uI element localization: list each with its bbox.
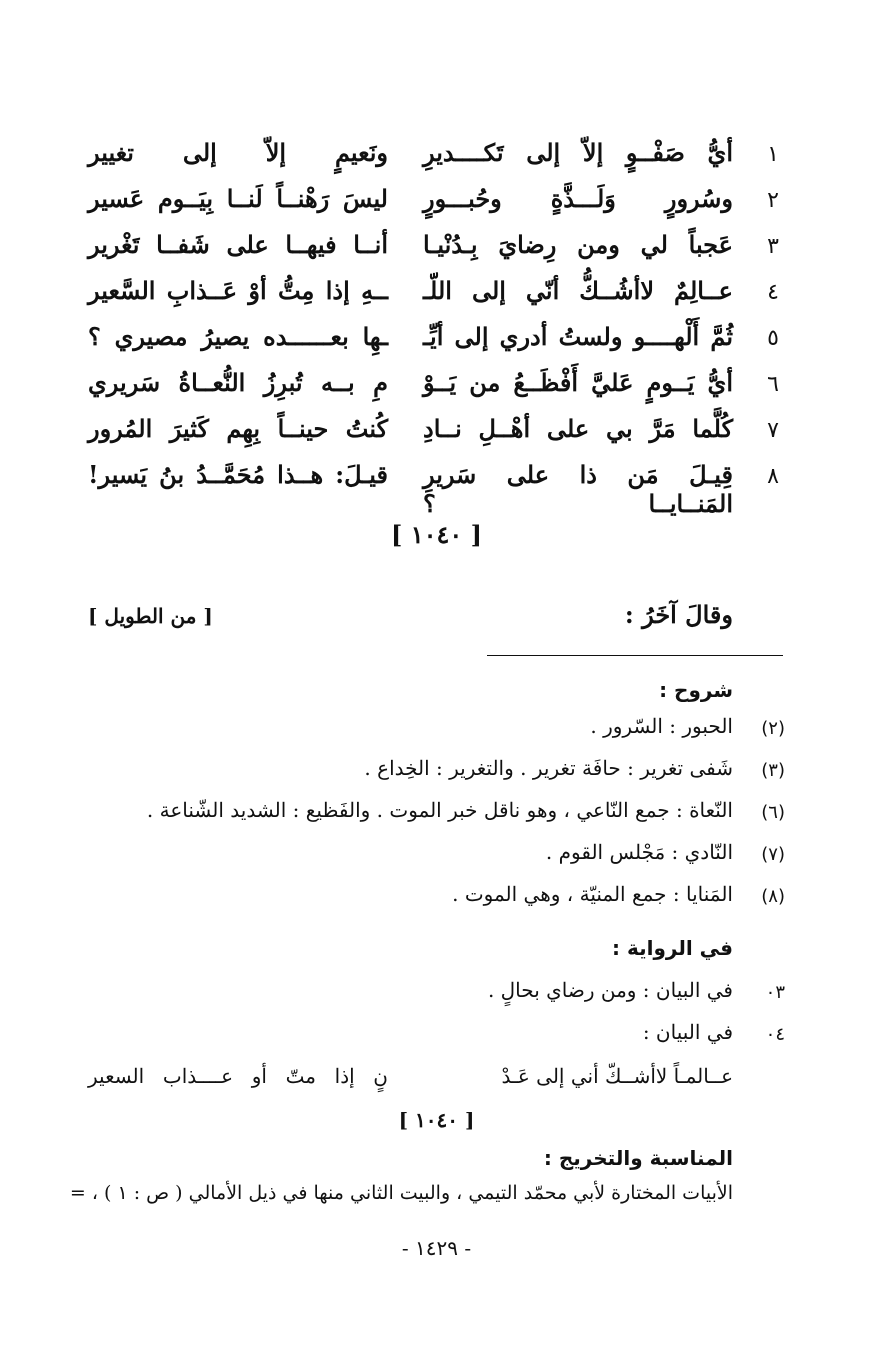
verse-hemistich-1: كُلَّما مَرَّ بي على أهْــلِ نــادِ bbox=[423, 414, 733, 443]
verse-hemistich-2: ليسَ رَهْنــاً لَنــا بِيَــوم عَسير bbox=[88, 184, 388, 213]
verse-hemistich-1: عــالِمٌ لاأشُــكُّ أنّي إلى اللّـ bbox=[423, 276, 733, 305]
verse-hemistich-2: مِ بــه تُبرِزُ النُّعــاةُ سَريري bbox=[88, 368, 388, 397]
riwaya-number: ٠٣ bbox=[765, 982, 785, 1003]
note-text: المَنايا : جمع المنيّة ، وهي الموت . bbox=[452, 882, 733, 906]
verse-hemistich-1: أيُّ صَفْــوٍ إلاّ إلى تَكــــديرِ bbox=[423, 138, 733, 167]
verse-row bbox=[0, 182, 873, 222]
verse-hemistich-2: ونَعيمٍ إلاّ إلى تغيير bbox=[88, 138, 388, 167]
verse-hemistich-2: كُنتُ حينــاً بِهِم كَثيرَ المُرور bbox=[88, 414, 388, 443]
note-item bbox=[85, 838, 785, 874]
verse-number: ٢ bbox=[767, 188, 779, 213]
divider-rule bbox=[487, 655, 783, 656]
verse-hemistich-1: وسُرورٍ وَلَـــذَّةٍ وحُبـــورٍ bbox=[423, 184, 733, 213]
verse-hemistich-2: أنــا فيهــا على شَفــا تَغْرير bbox=[88, 230, 388, 259]
verse-hemistich-1: عَجباً لي ومن رِضايَ بِـدُنْيـا bbox=[423, 230, 733, 259]
note-item bbox=[85, 796, 785, 832]
verse-number: ٨ bbox=[767, 464, 779, 489]
verse-row bbox=[0, 412, 873, 452]
verse-number: ١ bbox=[767, 142, 779, 167]
verse-row bbox=[0, 366, 873, 406]
verse-hemistich-1: قِيـلَ مَن ذا على سَريرِ المَنــايــا ؟ bbox=[423, 460, 733, 518]
note-item bbox=[85, 754, 785, 790]
note-text: النّعاة : جمع النّاعي ، وهو ناقل خبر الموت . والفَظيع : الشديد الشّناعة . bbox=[146, 798, 733, 822]
verse-hemistich-2: ــهِ إذا مِتُّ أوْ عَــذابِ السَّعير bbox=[88, 276, 388, 305]
verse-number: ٥ bbox=[767, 326, 779, 351]
verse-hemistich-2: ـهِا بعــــــده يصيرُ مصيري ؟ bbox=[88, 322, 388, 351]
note-number: (٦) bbox=[761, 802, 785, 823]
riwaya-item bbox=[85, 1018, 785, 1054]
verse-number: ٦ bbox=[767, 372, 779, 397]
note-text: النّادي : مَجْلس القوم . bbox=[545, 840, 733, 864]
riwaya-heading: في الرواية : bbox=[612, 936, 733, 960]
intro-line: وقالَ آخَرُ : bbox=[624, 600, 733, 629]
note-number: (٨) bbox=[761, 886, 785, 907]
meter-label: [ من الطويل ] bbox=[88, 604, 213, 628]
note-item bbox=[85, 880, 785, 916]
note-number: (٣) bbox=[761, 760, 785, 781]
riwaya-item bbox=[85, 976, 785, 1012]
note-item bbox=[85, 712, 785, 748]
munasaba-text: الأبيات المختارة لأبي محمّد التيمي ، والبيت الثاني منها في ذيل الأمالي ( ص : ١ ) ، = bbox=[69, 1182, 733, 1204]
notes-heading: شروح : bbox=[659, 678, 733, 702]
verse-hemistich-1: أيُّ يَــومٍ عَليَّ أَفْظَــعُ من يَــوْ bbox=[423, 368, 733, 397]
verse-row bbox=[0, 458, 873, 518]
munasaba-heading: المناسبة والتخريج : bbox=[543, 1146, 733, 1170]
note-number: (٢) bbox=[761, 718, 785, 739]
verse-row bbox=[0, 320, 873, 360]
note-number: (٧) bbox=[761, 844, 785, 865]
note-text: شَفى تغرير : حافَة تغرير . والتغرير : الخِداع . bbox=[364, 756, 733, 780]
note-text: الحبور : السّرور . bbox=[590, 714, 733, 738]
variant-hemistich-1: عــالمـاً لاأشــكّ أني إلى عَـدْ bbox=[501, 1064, 733, 1088]
verse-number: ٣ bbox=[767, 234, 779, 259]
verse-row bbox=[0, 274, 873, 314]
riwaya-text: في البيان : ومن رضاي بحالٍ . bbox=[487, 978, 733, 1002]
riwaya-text: في البيان : bbox=[642, 1020, 733, 1044]
page-number: - ١٤٢٩ - bbox=[401, 1236, 472, 1260]
section-number: [ ١٠٤٠ ] bbox=[391, 520, 482, 549]
verse-hemistich-2: قيـلَ: هــذا مُحَمَّــدُ بنُ يَسير! bbox=[88, 460, 388, 489]
riwaya-number: ٠٤ bbox=[765, 1024, 785, 1045]
variant-hemistich-2: نٍ إذا متّ أو عــــذاب السعير bbox=[88, 1064, 388, 1088]
verse-row bbox=[0, 228, 873, 268]
verse-hemistich-1: ثُمَّ أَلْهــــو ولستُ أدري إلى أيِّـ bbox=[423, 322, 733, 351]
verse-row bbox=[0, 136, 873, 176]
section-number-small: [ ١٠٤٠ ] bbox=[398, 1108, 475, 1132]
verse-number: ٧ bbox=[767, 418, 779, 443]
verse-number: ٤ bbox=[767, 280, 779, 305]
